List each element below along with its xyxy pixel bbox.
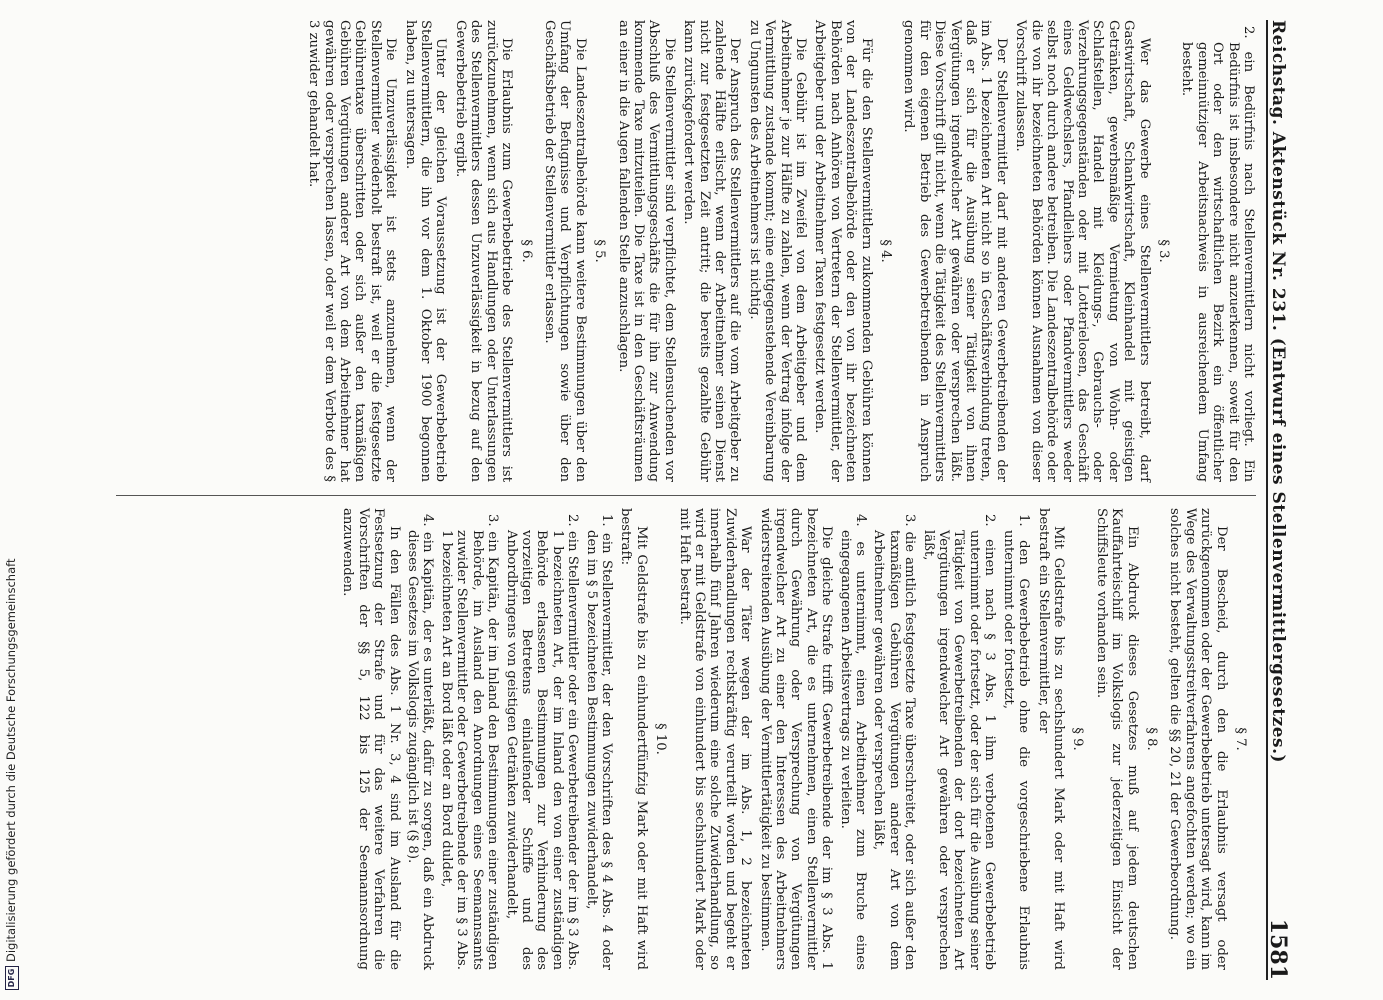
section-heading: § 3. [1155, 239, 1171, 263]
paragraph: Der Bescheid, durch den die Erlaubnis versagt oder zurückgenommen oder der Gewerbebetrieb untersagt wird, kann im Wege des Verwaltungsstreitverfahrens angefochten werden; wo ein solches nicht besteht, gelten die §§ 20, 21 der Gewerbeordnung. [1167, 508, 1229, 970]
rotated-document-page [80, 20, 1300, 980]
section-heading: § 10. [653, 723, 669, 755]
paragraph: Wer das Gewerbe eines Stellenvermittlers betreibt, darf Gastwirtschaft, Schankwirtschaft, Kleinhandel mit geistigen Getränken, gewerbsmäßige Vermietung von Wohn- oder Schlafstellen, Handel mit Kleidungs-, Gebrauchs- oder Verzehrungsgegenständen oder mit Lotterielosen, das Geschäft eines Geldwechslers, Pfandleihers oder Pfandvermittlers weder selbst noch durch andere betreiben. Die Landeszentralbehörde oder die von ihr bezeichneten Behörden können Ausnahmen von dieser Vorschrift zulassen. [1013, 20, 1152, 482]
paragraph: Für die den Stellenvermittlern zukommenden Gebühren können von der Landeszentralbehörde oder den von ihr bezeichneten Behörden nach Anhören von Vertretern der Stellenvermittler, der Arbeitgeber und der Arbeitnehmer Taxen festgesetzt werden. [812, 20, 874, 482]
paragraph: Die gleiche Strafe trifft Gewerbetreibende der im § 3 Abs. 1 bezeichneten Art, die es unternehmen, einen Stellenvermittler durch Gewährung oder Versprechung von Vergütungen irgendwelcher Art zu einer den Interessen des Arbeitnehmers widerstreitenden Ausübung der Vermittlertätigkeit zu bestimmen. [757, 508, 835, 970]
column-divider [116, 495, 1256, 496]
running-title: Reichstag. Aktenstück Nr. 231. (Entwurf eines Stellenvermittlergesetzes.) [1268, 20, 1289, 764]
paragraph: Die Unzuverlässigkeit ist stets anzunehmen, wenn der Stellenvermittler wiederholt bestraft ist, weil er die festgesetzte Gebührentaxe überschritten oder sich außer den taxmäßigen Gebühren Vergütungen anderer Art von dem Arbeitnehmer hat gewähren oder versprechen lassen, oder weil er dem Verbote des § 3 zuwider gehandelt hat. [306, 20, 399, 482]
paragraph: War der Täter wegen der im Abs. 1, 2 bezeichneten Zuwiderhandlungen rechtskräftig verurteilt worden und begeht er innerhalb fünf Jahren wiederum eine solche Zuwiderhandlung, so wird er mit Geldstrafe von einhundert bis sechshundert Mark oder mit Haft bestraft. [676, 508, 754, 970]
section-heading: § 9. [1070, 727, 1086, 751]
list-item: 4. ein Kapitän, der es unterläßt, dafür zu sorgen, daß ein Abdruck dieses Gesetzes im Volkslogis zugänglich ist (§ 8). [405, 514, 436, 970]
paragraph: Die Erlaubnis zum Gewerbebetriebe des Stellenvermittlers ist zurückzunehmen, wenn sich aus Handlungen oder Unterlassungen des Stellenvermittlers dessen Unzuverlässigkeit in bezug auf den Gewerbebetrieb ergibt. [452, 20, 515, 482]
credit-text: Digitalisierung gefördert durch die Deutsche Forschungsgemeinschaft [4, 558, 18, 962]
paragraph: Die Landeszentralbehörde kann weitere Bestimmungen über den Umfang der Befugnisse und Verpflichtungen sowie über den Geschäftsbetrieb der Stellenvermittler erlassen. [541, 20, 588, 482]
list-item: 2. ein Stellenvermittler oder ein Gewerbetreibender der im § 3 Abs. 1 bezeichneten Art, der im Inland den von einer zuständigen Behörde erlassenen Bestimmungen zur Verhinderung des vorzeitigen Betretens einlaufender Schiffe und des Anbordbringens von geistigen Getränken zuwiderhandelt, [503, 514, 581, 970]
section-heading: § 4. [878, 239, 894, 263]
section-heading: § 8. [1143, 727, 1159, 751]
paragraph: Ein Abdruck dieses Gesetzes muß auf jedem deutschen Kauffahrteischiff im Volkslogis zur jederzeitigen Einsicht der Schiffsleute vorhanden sein. [1093, 508, 1140, 970]
list-item: 1. den Gewerbebetrieb ohne die vorgeschriebene Erlaubnis unternimmt oder fortsetzt, [1000, 514, 1032, 970]
paragraph: Der Stellenvermittler darf mit anderen Gewerbetreibenden der im Abs. 1 bezeichneten Art nicht so in Geschäftsverbindung treten, daß er sich für die Ausübung seiner Tätigkeit von ihnen Vergütungen irgendwelcher Art gewähren oder versprechen läßt. Diese Vorschrift gilt nicht, wenn die Tätigkeit des Stellenvermittlers für den eigenen Betrieb des Gewerbetreibenden in Anspruch genommen wird. [901, 20, 1009, 482]
list-item: 2. ein Bedürfnis nach Stellenvermittlern nicht vorliegt. Ein Bedürfnis ist insbesondere nicht anzuerkennen, soweit für den Ort oder den wirtschaftlichen Bezirk ein öffentlicher gemeinnütziger Arbeitsnachweis in ausreichendem Umfang besteht. [1179, 26, 1256, 482]
list-item: 1. ein Stellenvermittler, der den Vorschriften des § 4 Abs. 4 oder den im § 5 bezeichneten Bestimmungen zuwiderhandelt, [583, 514, 614, 970]
page-header [1266, 20, 1300, 980]
list-item: 4. es unternimmt, einen Arbeitnehmer zum Bruche eines eingegangenen Arbeitsvertrags zu verleiten. [837, 514, 869, 970]
dfg-logo-icon: DFG [5, 966, 19, 990]
paragraph: Mit Geldstrafe bis zu sechshundert Mark oder mit Haft wird bestraft ein Stellenvermittler, der [1035, 508, 1066, 970]
paragraph: Der Anspruch des Stellenvermittlers auf die vom Arbeitgeber zu zahlende Hälfte erlischt, wenn der Arbeitnehmer seinen Dienst nicht zur festgesetzten Zeit antritt; die bereits gezahlte Gebühr kann zurückgefordert werden. [681, 20, 743, 482]
list-item: 2. einen nach § 3 Abs. 1 ihm verbotenen Gewerbebetrieb unternimmt oder fortsetzt, oder der sich für die Ausübung seiner Tätigkeit von Gewerbetreibenden der dort bezeichneten Art Vergütungen irgendwelcher Art gewähren oder versprechen läßt, [920, 514, 998, 970]
paragraph: Die Stellenvermittler sind verpflichtet, dem Stellensuchenden vor Abschluß des Vermittlungsgeschäfts die für ihn zur Anwendung kommende Taxe mitzuteilen. Die Taxe ist in den Geschäftsräumen an einer in die Augen fallenden Stelle anzuschlagen. [615, 20, 677, 482]
list-item: 3. die amtlich festgesetzte Taxe überschreitet, oder sich außer den taxmäßigen Gebühren Vergütungen anderer Art von dem Arbeitnehmer gewähren oder versprechen läßt, [871, 514, 918, 970]
right-column [336, 508, 1256, 970]
paragraph: Die Gebühr ist im Zweifel von dem Arbeitgeber und dem Arbeitnehmer je zur Hälfte zu zahlen, wenn der Vertrag infolge der Vermittlung zustande kommt; eine entgegenstehende Vereinbarung zu Ungunsten des Arbeitnehmers ist nichtig. [746, 20, 809, 482]
section-heading: § 7. [1233, 727, 1248, 751]
section-heading: § 5. [592, 239, 608, 263]
left-column [302, 20, 1256, 482]
digitization-credit [4, 330, 24, 990]
paragraph: In den Fällen des Abs. 1 Nr. 3, 4 sind im Ausland für die Festsetzung der Strafe und für das weitere Verfahren die Vorschriften der §§ 5, 122 bis 125 der Seemannsordnung anzuwenden. [340, 508, 402, 970]
page-number: 1581 [1265, 918, 1292, 980]
list-item: 3. ein Kapitän, der im Inland den Bestimmungen einer zuständigen Behörde, im Ausland den Anordnungen eines Seemannsamts zuwider Stellenvermittler oder Gewerbetreibende der im § 3 Abs. 1 bezeichneten Art an Bord läßt oder an Bord duldet, [438, 514, 501, 970]
paragraph: Mit Geldstrafe bis zu einhundertfünfzig Mark oder mit Haft wird bestraft: [618, 508, 649, 970]
section-heading: § 6. [518, 239, 534, 263]
paragraph: Unter der gleichen Voraussetzung ist der Gewerbebetrieb Stellenvermittlern, die ihn vor dem 1. Oktober 1900 begonnen haben, zu untersagen. [402, 20, 449, 482]
